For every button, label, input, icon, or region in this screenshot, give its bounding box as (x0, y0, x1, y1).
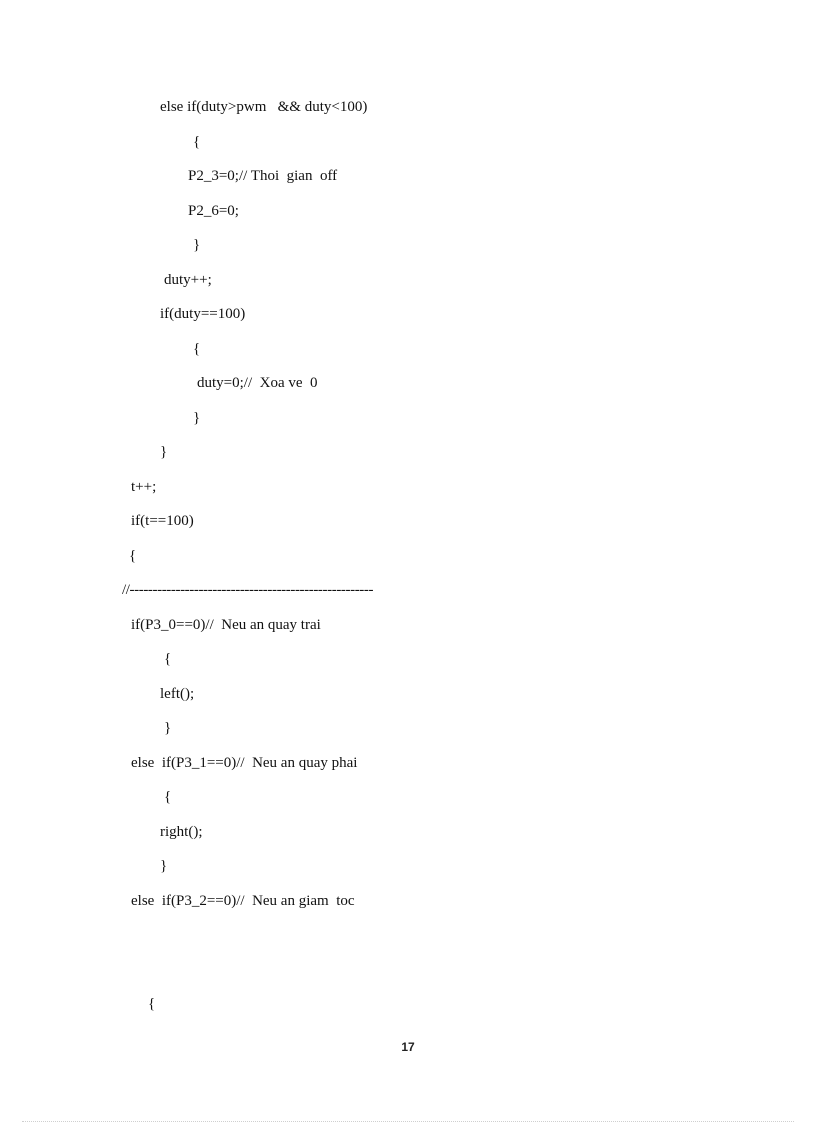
code-line: else if(P3_1==0)// Neu an quay phai (131, 755, 358, 771)
page-bottom-divider (22, 1121, 794, 1122)
code-line: left(); (160, 686, 195, 702)
code-line: right(); (160, 824, 203, 840)
code-line: { (129, 548, 137, 564)
comment-separator-line: //----------------------------------------------------- (122, 582, 374, 598)
code-line: } (160, 444, 168, 460)
code-line: } (160, 858, 168, 874)
code-line: } (193, 237, 201, 253)
code-line: { (164, 789, 172, 805)
code-line: else if(P3_2==0)// Neu an giam toc (131, 893, 355, 909)
code-line: { (193, 341, 201, 357)
code-line: if(P3_0==0)// Neu an quay trai (131, 617, 321, 633)
code-line: { (164, 651, 172, 667)
code-line: if(duty==100) (160, 306, 246, 322)
code-line: P2_3=0;// Thoi gian off (188, 168, 338, 184)
code-line: } (193, 410, 201, 426)
code-line: duty=0;// Xoa ve 0 (197, 375, 318, 391)
code-line: { (193, 134, 201, 150)
page-number: 17 (401, 1040, 415, 1054)
code-line: else if(duty>pwm && duty<100) (160, 99, 368, 115)
code-line: t++; (131, 479, 157, 495)
code-line: if(t==100) (131, 513, 194, 529)
code-line: P2_6=0; (188, 203, 239, 219)
code-line: } (164, 720, 172, 736)
code-line: { (148, 996, 156, 1012)
code-line: duty++; (164, 272, 212, 288)
